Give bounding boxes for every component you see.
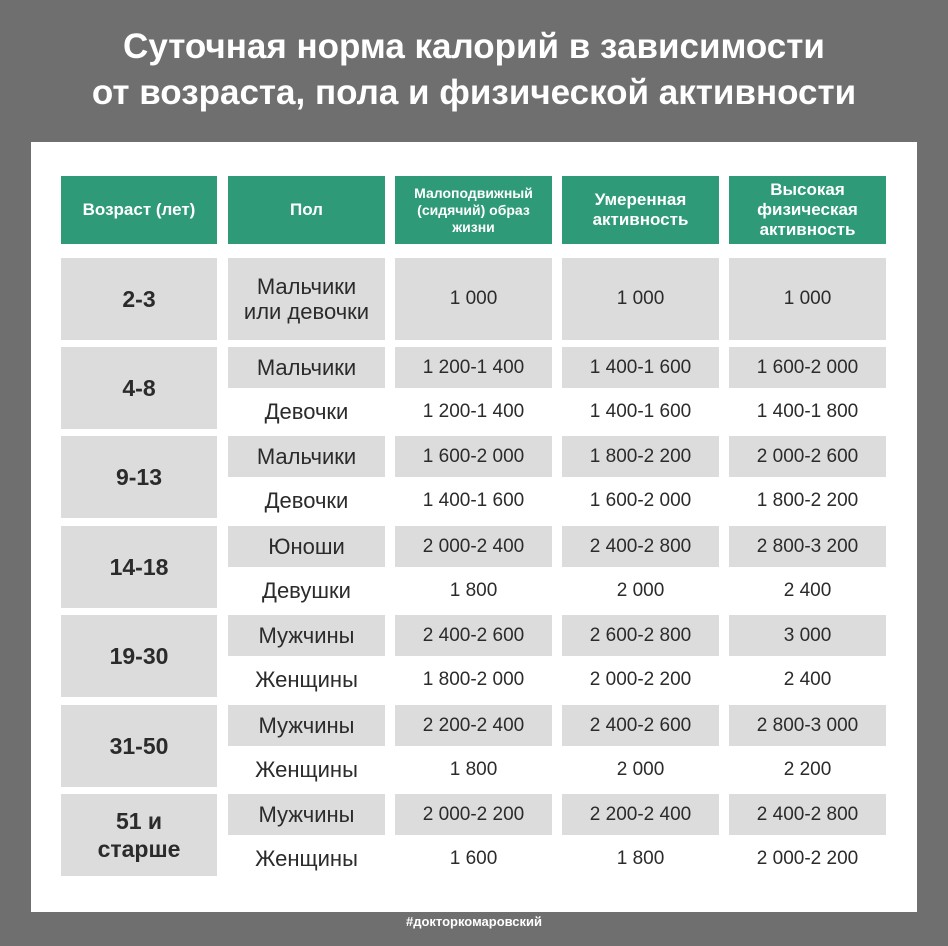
calorie-value-moderate: 2 200-2 400	[562, 794, 719, 835]
calorie-value-high: 2 400	[783, 579, 832, 601]
calorie-value-high: 1 000	[729, 258, 886, 340]
age-cell: 14-18	[61, 526, 217, 608]
header-high: Высокая физическая активность	[729, 176, 886, 244]
calorie-value-moderate: 1 600-2 000	[589, 489, 692, 511]
calorie-value-sedentary: 1 600-2 000	[395, 436, 552, 477]
footer-hashtag: #докторкомаровский	[405, 914, 543, 929]
calorie-value-moderate: 2 000-2 200	[589, 668, 692, 690]
calorie-value-moderate: 2 000	[616, 579, 665, 601]
calorie-value-moderate: 2 400-2 600	[562, 705, 719, 746]
sex-cell: Мужчины	[228, 794, 385, 835]
sex-cell: Женщины	[255, 757, 358, 782]
calorie-value-high: 3 000	[729, 615, 886, 656]
calorie-value-moderate: 1 400-1 600	[562, 347, 719, 388]
age-cell: 9-13	[61, 436, 217, 518]
calorie-table	[31, 142, 917, 912]
calorie-value-high: 1 800-2 200	[756, 489, 859, 511]
age-cell: 19-30	[61, 615, 217, 697]
calorie-value-high: 2 400-2 800	[729, 794, 886, 835]
age-cell: 51 и старше	[61, 794, 217, 876]
calorie-value-sedentary: 2 200-2 400	[395, 705, 552, 746]
calorie-value-sedentary: 1 200-1 400	[422, 400, 525, 422]
calorie-value-high: 2 000-2 200	[756, 847, 859, 869]
calorie-value-moderate: 1 800	[616, 847, 665, 869]
calorie-value-high: 2 800-3 200	[729, 526, 886, 567]
age-cell: 4-8	[61, 347, 217, 429]
calorie-value-sedentary: 1 800	[449, 579, 498, 601]
sex-cell: Женщины	[255, 667, 358, 692]
calorie-value-high: 2 000-2 600	[729, 436, 886, 477]
sex-cell: Мальчики или девочки	[228, 258, 385, 340]
header-age: Возраст (лет)	[61, 176, 217, 244]
sex-cell: Мальчики	[228, 347, 385, 388]
calorie-value-moderate: 1 000	[562, 258, 719, 340]
header-moderate: Умеренная активность	[562, 176, 719, 244]
title-line-1: Суточная норма калорий в зависимости	[123, 27, 825, 66]
calorie-value-high: 1 400-1 800	[756, 400, 859, 422]
calorie-value-high: 2 800-3 000	[729, 705, 886, 746]
calorie-value-moderate: 1 400-1 600	[589, 400, 692, 422]
header-sedentary: Малоподвижный (сидячий) образ жизни	[395, 176, 552, 244]
calorie-value-sedentary: 1 800-2 000	[422, 668, 525, 690]
calorie-value-high: 2 400	[783, 668, 832, 690]
sex-cell: Девочки	[264, 488, 349, 513]
sex-cell: Мужчины	[228, 615, 385, 656]
calorie-value-sedentary: 1 800	[449, 758, 498, 780]
sex-cell: Девушки	[262, 578, 351, 603]
header-sex: Пол	[228, 176, 385, 244]
sex-cell: Мужчины	[228, 705, 385, 746]
calorie-value-sedentary: 1 400-1 600	[422, 489, 525, 511]
calorie-value-moderate: 2 400-2 800	[562, 526, 719, 567]
sex-cell: Юноши	[228, 526, 385, 567]
calorie-value-sedentary: 1 600	[449, 847, 498, 869]
calorie-value-sedentary: 1 200-1 400	[395, 347, 552, 388]
age-cell: 31-50	[61, 705, 217, 787]
calorie-value-moderate: 2 000	[616, 758, 665, 780]
calorie-value-moderate: 2 600-2 800	[562, 615, 719, 656]
page-title	[0, 24, 948, 116]
calorie-value-sedentary: 1 000	[395, 258, 552, 340]
calorie-value-high: 2 200	[783, 758, 832, 780]
calorie-value-sedentary: 2 000-2 400	[395, 526, 552, 567]
calorie-value-sedentary: 2 400-2 600	[395, 615, 552, 656]
sex-cell: Мальчики	[228, 436, 385, 477]
title-line-2: от возраста, пола и физической активности	[91, 73, 857, 112]
sex-cell: Девочки	[264, 399, 349, 424]
age-cell: 2-3	[61, 258, 217, 340]
sex-cell: Женщины	[255, 846, 358, 871]
calorie-value-high: 1 600-2 000	[729, 347, 886, 388]
calorie-value-moderate: 1 800-2 200	[562, 436, 719, 477]
calorie-value-sedentary: 2 000-2 200	[395, 794, 552, 835]
